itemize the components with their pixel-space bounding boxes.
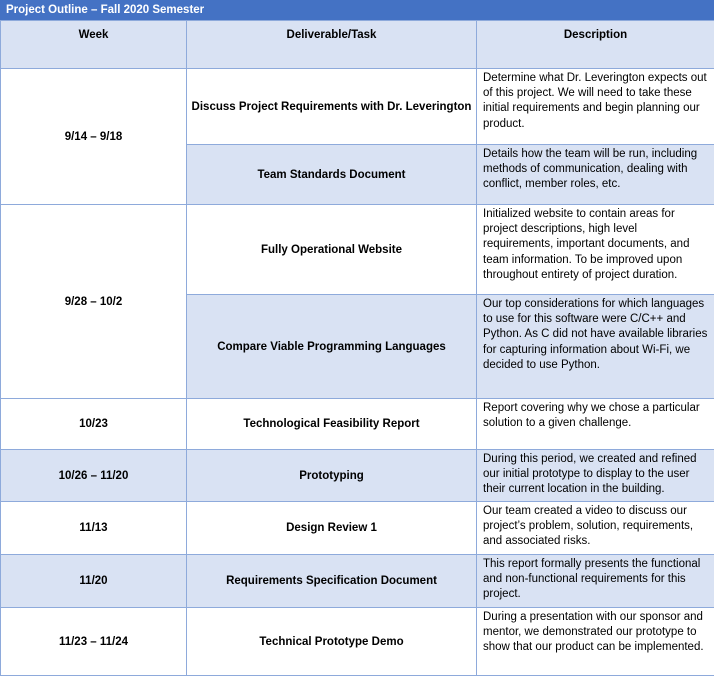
- description-cell: Details how the team will be run, including methods of communication, dealing with conflict, member roles, etc.: [477, 145, 714, 205]
- week-cell: 10/26 – 11/20: [1, 450, 187, 502]
- week-cell: 9/28 – 10/2: [1, 205, 187, 399]
- task-cell: Team Standards Document: [187, 145, 477, 205]
- description-cell: During this period, we created and refined our initial prototype to display to the user their current location in the building.: [477, 450, 714, 502]
- task-cell: Design Review 1: [187, 502, 477, 555]
- header-description: Description: [477, 21, 714, 69]
- table-row: [1, 608, 714, 676]
- header-task: Deliverable/Task: [187, 21, 477, 69]
- header-week: Week: [1, 21, 187, 69]
- header-row: [1, 21, 714, 69]
- description-cell: Initialized website to contain areas for project descriptions, high level requirements, important documents, and team information. To be improved upon throughout entirety of project duration.: [477, 205, 714, 295]
- table-row: [1, 69, 714, 145]
- table-row: [1, 450, 714, 502]
- task-cell: Technological Feasibility Report: [187, 399, 477, 450]
- table-row: [1, 502, 714, 555]
- task-cell: Requirements Specification Document: [187, 555, 477, 608]
- week-cell: 11/20: [1, 555, 187, 608]
- description-cell: Our team created a video to discuss our project’s problem, solution, requirements, and associated risks.: [477, 502, 714, 555]
- table-row: [1, 555, 714, 608]
- description-cell: This report formally presents the functional and non-functional requirements for this project.: [477, 555, 714, 608]
- week-cell: 11/23 – 11/24: [1, 608, 187, 676]
- table-title: Project Outline – Fall 2020 Semester: [0, 0, 714, 20]
- task-cell: Technical Prototype Demo: [187, 608, 477, 676]
- task-cell: Fully Operational Website: [187, 205, 477, 295]
- table-row: [1, 205, 714, 295]
- week-cell: 9/14 – 9/18: [1, 69, 187, 205]
- table-row: [1, 399, 714, 450]
- week-cell: 11/13: [1, 502, 187, 555]
- task-cell: Discuss Project Requirements with Dr. Leverington: [187, 69, 477, 145]
- description-cell: Our top considerations for which languages to use for this software were C/C++ and Python. As C did not have available libraries for capturing information about Wi-Fi, we decided to use Python.: [477, 295, 714, 399]
- task-cell: Compare Viable Programming Languages: [187, 295, 477, 399]
- task-cell: Prototyping: [187, 450, 477, 502]
- description-cell: During a presentation with our sponsor and mentor, we demonstrated our prototype to show that our product can be implemented.: [477, 608, 714, 676]
- week-cell: 10/23: [1, 399, 187, 450]
- project-outline-table: [0, 20, 714, 676]
- description-cell: Report covering why we chose a particular solution to a given challenge.: [477, 399, 714, 450]
- description-cell: Determine what Dr. Leverington expects out of this project. We will need to take these initial requirements and begin planning our product.: [477, 69, 714, 145]
